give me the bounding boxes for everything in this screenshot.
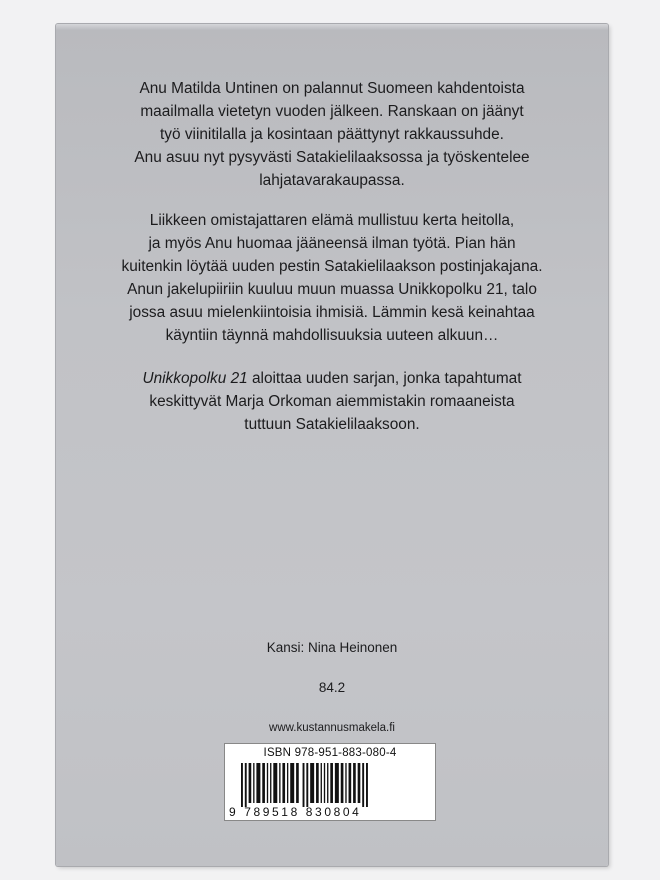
book-title-italic: Unikkopolku 21 — [142, 370, 248, 387]
blurb-line: keskittyvät Marja Orkoman aiemmistakin romaaneista — [149, 393, 515, 410]
barcode-bar — [335, 763, 339, 803]
barcode-bar — [353, 763, 356, 803]
blurb-line: lahjatavarakaupassa. — [259, 172, 405, 189]
blurb-line: jossa asuu mielenkiintoisia ihmisiä. Lämmin kesä keinahtaa — [129, 304, 535, 321]
blurb-line: maailmalla vietetyn vuoden jälkeen. Ranskaan on jäänyt — [140, 103, 524, 120]
blurb-line: Anu Matilda Untinen on palannut Suomeen kahdentoista — [139, 80, 525, 97]
barcode-bar — [279, 763, 280, 803]
barcode-bar — [327, 763, 328, 803]
barcode-label — [224, 743, 436, 821]
barcode-bar — [362, 763, 364, 807]
classification-code: 84.2 — [318, 680, 346, 695]
barcode-bar — [366, 763, 368, 807]
barcode-bar — [310, 763, 314, 803]
barcode-bar — [303, 763, 305, 807]
blurb-line: ja myös Anu huomaa jääneensä ilman työtä. Pian hän — [148, 235, 516, 252]
barcode-bar — [321, 763, 322, 803]
blurb-line: kuitenkin löytää uuden pestin Satakielilaakson postinjakajana. — [121, 258, 543, 275]
barcode-bar — [282, 763, 285, 803]
blurb-paragraph-3 — [56, 367, 608, 436]
barcode-bar — [345, 763, 346, 803]
barcode-bar — [296, 763, 299, 803]
barcode-bar — [245, 763, 247, 807]
barcode-bar — [273, 763, 277, 803]
barcode-bar — [256, 763, 260, 803]
blurb-line: Anu asuu nyt pysyvästi Satakielilaaksossa ja työskentelee — [134, 149, 530, 166]
blurb-paragraph-1 — [56, 77, 608, 192]
cover-credit: Kansi: Nina Heinonen — [266, 640, 398, 655]
barcode-bar — [358, 763, 361, 803]
blurb-line-rest: aloittaa uuden sarjan, jonka tapahtumat — [247, 370, 522, 387]
blurb-line: tuttuun Satakielilaaksoon. — [244, 416, 420, 433]
barcode-bar — [253, 763, 254, 803]
blurb-line: Anun jakelupiiriin kuuluu muun muassa Unikkopolku 21, talo — [127, 281, 537, 298]
barcode-bar — [341, 763, 344, 803]
publisher-website: www.kustannusmakela.fi — [269, 722, 395, 734]
barcode-bar — [324, 763, 325, 803]
barcode-bar — [287, 763, 288, 803]
blurb-line: käyntiin täynnä mahdollisuuksia uuteen alkuun… — [165, 327, 499, 344]
barcode-bar — [241, 763, 243, 807]
isbn-text: ISBN 978-951-883-080-4 — [263, 747, 397, 759]
barcode-bar — [249, 763, 252, 803]
barcode-bar — [267, 763, 268, 803]
barcode-bar — [262, 763, 265, 803]
blurb-line: työ viinitilalla ja kosintaan päättynyt rakkaussuhde. — [160, 126, 504, 143]
barcode-bar — [316, 763, 319, 803]
barcode-icon — [241, 763, 421, 807]
blurb-paragraph-2 — [56, 209, 608, 347]
barcode-bar — [330, 763, 333, 803]
ean-digits: 9 789518 830804 — [229, 805, 362, 819]
barcode-bar — [306, 763, 308, 807]
barcode-bar — [270, 763, 271, 803]
barcode-bar — [290, 763, 294, 803]
blurb-line — [56, 367, 608, 390]
blurb-line: Liikkeen omistajattaren elämä mullistuu kerta heitolla, — [149, 212, 515, 229]
barcode-bar — [349, 763, 352, 803]
book-back-cover — [56, 24, 608, 866]
